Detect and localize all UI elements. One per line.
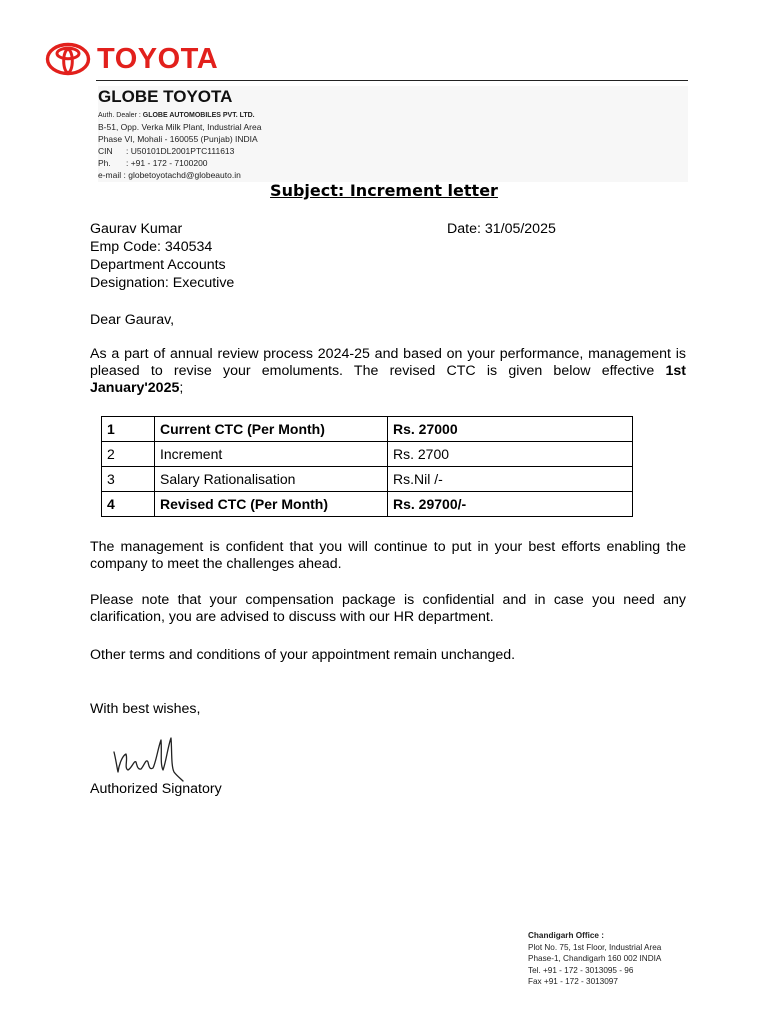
address-line-1: B-51, Opp. Verka Milk Plant, Industrial Area [98, 122, 262, 132]
cin-line: CIN : U50101DL2001PTC111613 [98, 146, 235, 156]
table-row [102, 442, 633, 467]
designation: Designation: Executive [90, 275, 235, 291]
dealer-block [98, 86, 688, 182]
letter-date: Date: 31/05/2025 [447, 221, 556, 237]
toyota-logo [45, 42, 218, 76]
toyota-emblem-icon [45, 42, 91, 76]
row-item: Salary Rationalisation [155, 467, 388, 492]
row-value: Rs. 2700 [388, 442, 633, 467]
brand-name: TOYOTA [97, 42, 219, 75]
row-value: Rs. 27000 [388, 417, 633, 442]
authorized-signatory: Authorized Signatory [90, 781, 222, 797]
row-item: Increment [155, 442, 388, 467]
office-fax: Fax +91 - 172 - 3013097 [528, 977, 618, 986]
phone-line: Ph. : +91 - 172 - 7100200 [98, 158, 208, 168]
office-title: Chandigarh Office : [528, 931, 604, 940]
row-number: 3 [102, 467, 155, 492]
auth-dealer: Auth. Dealer : GLOBE AUTOMOBILES PVT. LTD. [98, 112, 255, 119]
table-row [102, 417, 633, 442]
row-item: Revised CTC (Per Month) [155, 492, 388, 517]
subject-heading: Subject: Increment letter [270, 181, 498, 200]
dealer-name: GLOBE TOYOTA [98, 87, 233, 106]
office-line: Phase-1, Chandigarh 160 002 INDIA [528, 954, 662, 963]
row-number: 4 [102, 492, 155, 517]
row-number: 1 [102, 417, 155, 442]
table-row [102, 467, 633, 492]
row-value: Rs.Nil /- [388, 467, 633, 492]
intro-paragraph: As a part of annual review process 2024-25 and based on your performance, management is pleased to revise your emoluments. The revised CTC is given below effective 1st January'2025; [90, 346, 686, 396]
row-number: 2 [102, 442, 155, 467]
signature [110, 732, 190, 784]
row-item: Current CTC (Per Month) [155, 417, 388, 442]
office-address [528, 930, 661, 988]
table-row [102, 492, 633, 517]
recipient-name: Gaurav Kumar [90, 221, 183, 237]
header-rule [96, 80, 688, 81]
confidential-paragraph: Please note that your compensation package is confidential and in case you need any clarification, you are advised to discuss with our HR department. [90, 592, 686, 625]
email-line: e-mail : globetoyotachd@globeauto.in [98, 170, 241, 180]
office-line: Plot No. 75, 1st Floor, Industrial Area [528, 942, 662, 952]
salutation: Dear Gaurav, [90, 312, 175, 328]
closing: With best wishes, [90, 701, 201, 717]
terms-paragraph: Other terms and conditions of your appointment remain unchanged. [90, 647, 516, 663]
ctc-table [101, 416, 633, 517]
office-tel: Tel. +91 - 172 - 3013095 - 96 [528, 965, 634, 975]
confidence-paragraph: The management is confident that you will continue to put in your best efforts enabling the company to meet the challenges ahead. [90, 539, 686, 572]
address-line-2: Phase VI, Mohali - 160055 (Punjab) INDIA [98, 134, 258, 144]
emp-code: Emp Code: 340534 [90, 239, 213, 255]
department: Department Accounts [90, 257, 226, 273]
row-value: Rs. 29700/- [388, 492, 633, 517]
